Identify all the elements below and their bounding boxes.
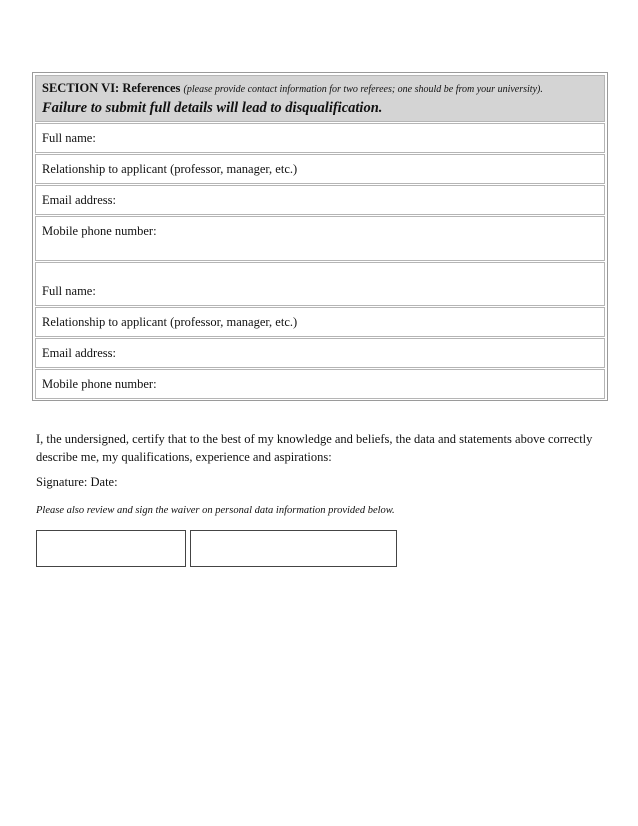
section-title: SECTION VI: References <box>42 81 181 95</box>
section-note: (please provide contact information for two referees; one should be from your university). <box>183 84 543 95</box>
referee-1-full-name-field[interactable] <box>35 123 605 153</box>
section-header <box>35 75 605 122</box>
referee-2-email-label: Email address: <box>42 346 116 360</box>
section-title-line <box>42 80 598 98</box>
referee-1-mobile-label: Mobile phone number: <box>42 224 157 238</box>
referee-1-mobile-field[interactable] <box>35 216 605 261</box>
referee-1-full-name-label: Full name: <box>42 131 96 145</box>
referee-1-relationship-field[interactable] <box>35 154 605 184</box>
referee-2-mobile-label: Mobile phone number: <box>42 377 157 391</box>
references-section <box>32 72 608 401</box>
referee-1-email-field[interactable] <box>35 185 605 215</box>
signature-date-label: Signature: Date: <box>36 475 118 489</box>
referee-2-full-name-label: Full name: <box>42 284 96 298</box>
referee-2-relationship-field[interactable] <box>35 307 605 337</box>
signature-box[interactable] <box>36 530 186 567</box>
referee-1-email-label: Email address: <box>42 193 116 207</box>
referee-2-relationship-label: Relationship to applicant (professor, manager, etc.) <box>42 315 298 329</box>
certification-statement: I, the undersigned, certify that to the best of my knowledge and beliefs, the data and statements above correctly describe me, my qualifications, experience and aspirations: <box>36 432 593 464</box>
date-box[interactable] <box>190 530 397 567</box>
referee-2-full-name-field[interactable] <box>35 262 605 306</box>
spacer <box>42 269 598 283</box>
referee-1-relationship-label: Relationship to applicant (professor, manager, etc.) <box>42 162 298 176</box>
disqualification-warning: Failure to submit full details will lead to disqualification. <box>42 100 383 116</box>
referee-2-mobile-field[interactable] <box>35 369 605 399</box>
referee-2-email-field[interactable] <box>35 338 605 368</box>
waiver-review-note: Please also review and sign the waiver on personal data information provided below. <box>36 505 395 516</box>
